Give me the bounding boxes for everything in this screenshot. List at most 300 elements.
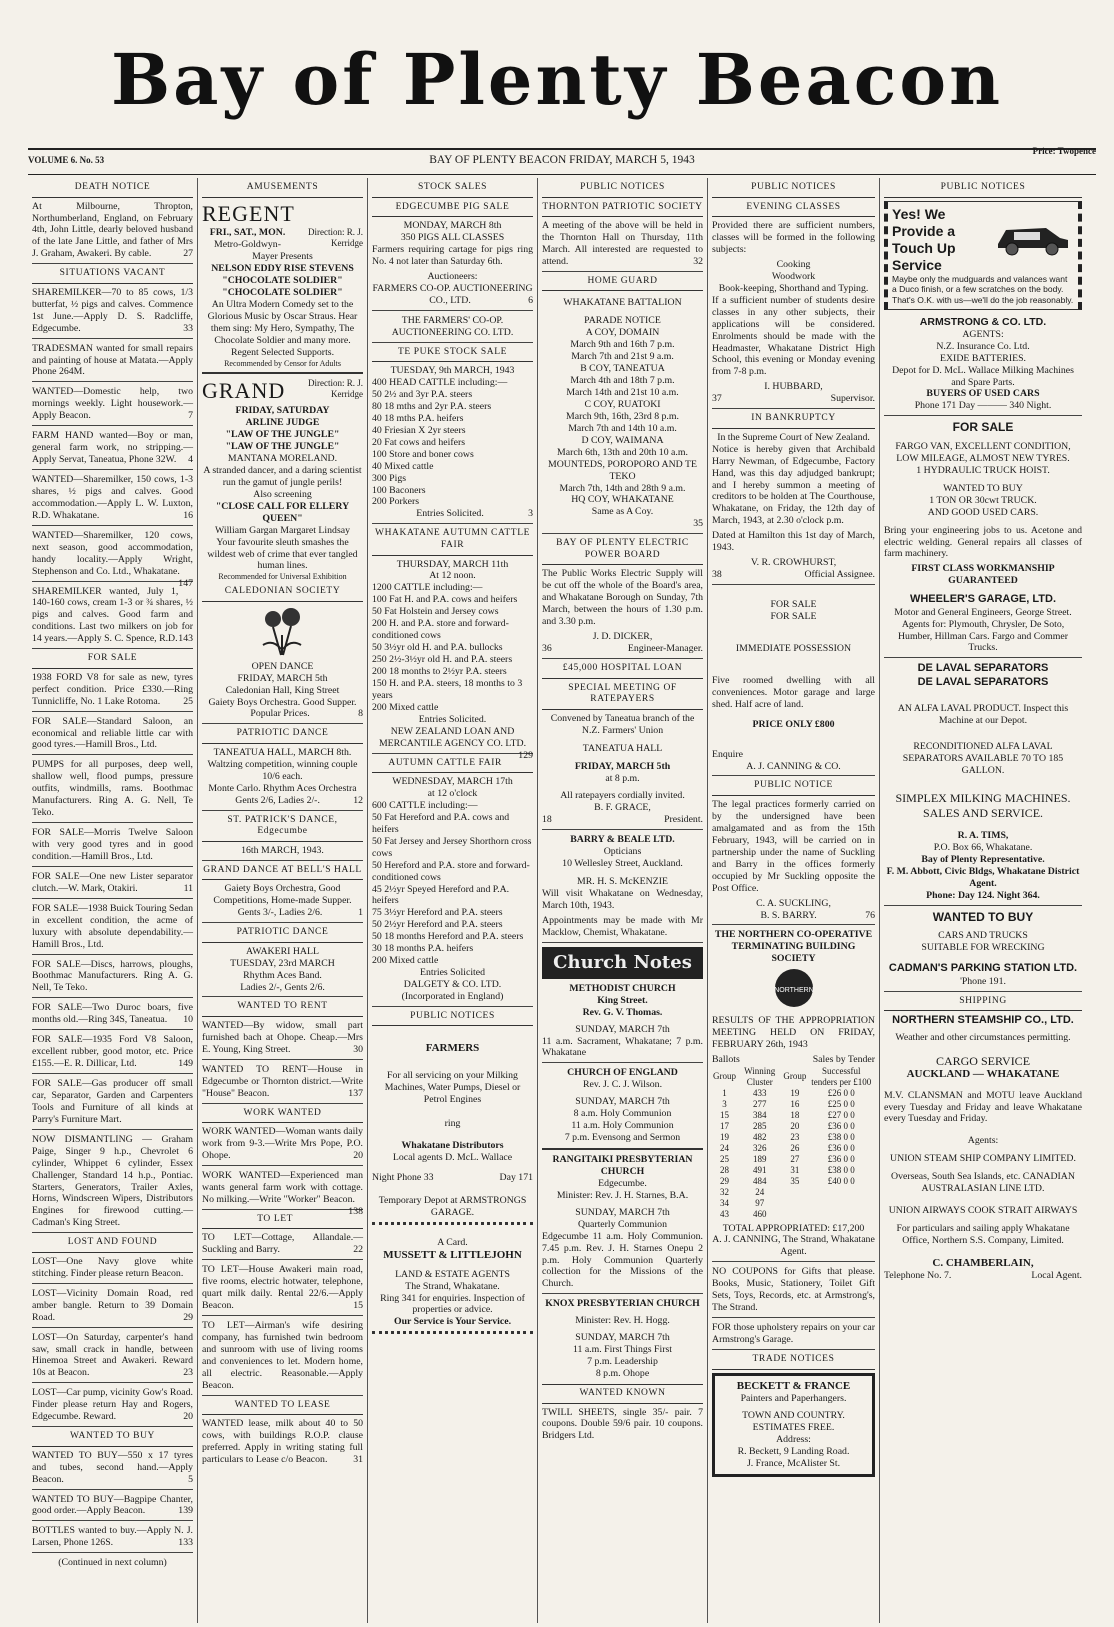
- regent-rating: Recommended by Censor for Adults: [224, 358, 341, 368]
- column-3: [368, 178, 538, 1623]
- stock-line: 200 H. and P.A. store and forward-conditioned cows: [372, 618, 509, 642]
- amusements-heading: AMUSEMENTS: [202, 182, 363, 198]
- awakeri-band: Rhythm Aces Band.: [243, 969, 322, 981]
- ad-number: 12: [353, 794, 363, 806]
- day-phone: Day 171: [499, 1171, 533, 1183]
- power-board-sig: J. D. DICKER,: [592, 631, 653, 643]
- stock-line: 40 Friesian X 2yr steers: [372, 424, 466, 436]
- ad-text: Entries Solicited.: [416, 508, 484, 520]
- parade-line: March 7th and 14th 10 a.m.: [568, 422, 677, 434]
- parade-line: March 6th, 13th and 20th 10 a.m.: [557, 446, 688, 458]
- stock-line: 600 CATTLE including:—: [372, 799, 478, 811]
- rangitaiki-date: SUNDAY, MARCH 7th: [575, 1206, 670, 1218]
- grand-description: A stranded dancer, and a daring scientist run the gamut of jungle perils!: [203, 464, 362, 488]
- table-cell: 97: [755, 1197, 765, 1208]
- dalgety-inc: (Incorporated in England): [372, 991, 533, 1007]
- thornton-notice: [542, 220, 703, 272]
- ad-number: 31: [353, 1454, 363, 1466]
- te-puke-list: [372, 377, 533, 508]
- ad-number: 129: [518, 749, 533, 761]
- cargo-route: AUCKLAND — WHAKATANE: [906, 1068, 1060, 1081]
- continued-note: (Continued in next column): [58, 1557, 167, 1569]
- auctioneer-name: [372, 283, 533, 311]
- card-label: A Card.: [437, 1237, 468, 1249]
- table-cell: [807, 1209, 875, 1220]
- armstrong-phone: Phone 171 Day ——— 340 Night.: [884, 400, 1082, 416]
- stock-line: 50 Hereford and P.A. store and forward-conditioned cows: [372, 859, 530, 883]
- wanted-line: CARS AND TRUCKS: [938, 930, 1028, 942]
- ballot-labels: [712, 1054, 875, 1066]
- st-patricks-date: 16th MARCH, 1943.: [202, 845, 363, 861]
- tims-rep: Bay of Plenty Representative.: [921, 854, 1045, 866]
- classified-ad: FOR SALE—1938 Buick Touring Sedan in excellent condition, the acme of luxury with absolute dependability.—Hamill Bros., Ltd.: [32, 903, 193, 955]
- table-row: [712, 1121, 875, 1132]
- power-board-role: [542, 643, 703, 659]
- table-cell: 24: [720, 1142, 729, 1153]
- methodist-date: SUNDAY, MARCH 7th: [575, 1023, 670, 1035]
- cargo-service: CARGO SERVICE: [935, 1053, 1031, 1068]
- table-cell: 1: [722, 1087, 727, 1098]
- wanted-to-rent-heading: WANTED TO RENT: [202, 1001, 363, 1017]
- table-cell: £38 0 0: [827, 1164, 855, 1175]
- table-cell: 484: [752, 1175, 767, 1186]
- autumn-end: Entries Solicited.: [418, 713, 487, 725]
- rangitaiki-heading: RANGITAIKI PRESBYTERIAN CHURCH: [552, 1154, 693, 1177]
- table-cell: £25 0 0: [827, 1098, 855, 1109]
- ad-number: 20: [353, 1150, 363, 1162]
- chamberlain: C. CHAMBERLAIN,: [932, 1256, 1034, 1269]
- classified-ad: [32, 287, 193, 339]
- table-cell: [782, 1198, 807, 1209]
- power-board-heading: BAY OF PLENTY ELECTRIC POWER BOARD: [542, 538, 703, 565]
- hospital-loan-heading: £45,000 HOSPITAL LOAN: [542, 663, 703, 679]
- bankruptcy-heading: IN BANKRUPTCY: [712, 413, 875, 429]
- table-cell: 19: [790, 1087, 800, 1098]
- trade-notices-heading: TRADE NOTICES: [712, 1354, 875, 1370]
- nz-loan: [372, 725, 533, 761]
- table-cell: £36 0 0: [827, 1142, 855, 1153]
- ballot-column-header: Group: [783, 1071, 807, 1082]
- ratepayers-sig: B. F. GRACE,: [594, 802, 651, 814]
- ad-number: 32: [693, 255, 703, 267]
- tims-box: P.O. Box 66, Whakatane.: [933, 842, 1033, 854]
- public-notice-sig-2: [712, 910, 875, 926]
- dalgety: DALGETY & CO. LTD.: [403, 979, 502, 991]
- simplex: SIMPLEX MILKING MACHINES.: [895, 790, 1071, 805]
- table-row: [712, 1187, 875, 1198]
- pig-sale-date: MONDAY, MARCH 8th: [403, 220, 502, 232]
- public-notice-heading: PUBLIC NOTICE: [712, 780, 875, 796]
- stock-line: 1200 CATTLE including:—: [372, 582, 483, 594]
- engineering-guarantee: FIRST CLASS WORKMANSHIP GUARANTEED: [911, 563, 1055, 587]
- classified-ad: TO LET—Airman's wife desiring company, has furnished twin bedroom and sunroom with use of living rooms and conveniences to let. Modern home, all electric. Reasonable.—Apply Beacon.: [202, 1320, 363, 1396]
- regent-days: FRI., SAT., MON.: [209, 227, 286, 239]
- awakeri-price: Ladies 2/-, Gents 2/6.: [202, 982, 363, 998]
- methodist-rev: Rev. G. V. Thomas.: [582, 1006, 663, 1018]
- autumn-list: [372, 582, 533, 713]
- ad-text: TO LET—Cottage, Allandale.—Suckling and Barry.: [202, 1232, 363, 1256]
- ad-number: 139: [178, 1505, 193, 1517]
- stock-line: 150 H. and P.A. steers, 18 months to 3 years: [372, 677, 523, 701]
- ad-text: Engineer-Manager.: [627, 643, 703, 655]
- ad-text: Gents 2/6, Ladies 2/-.: [235, 794, 320, 806]
- ad-text: WANTED—Sharemilker, 150 cows, 1-3 shares, ½ pigs and calves. Good accommodation.—Apply L. W. Luxton, R.D. Whakatane.: [32, 474, 193, 521]
- ad-number: 143: [178, 633, 193, 645]
- classified-ad: [202, 1170, 363, 1217]
- stock-line: 45 2½yr Speyed Hereford and P.A. heifers: [372, 883, 510, 907]
- table-cell: 27: [790, 1153, 800, 1164]
- weather-note: Weather and other circumstances permitting.: [895, 1031, 1071, 1043]
- table-cell: 277: [752, 1098, 767, 1109]
- evening-role: [712, 393, 875, 409]
- table-cell: £38 0 0: [827, 1131, 855, 1142]
- stock-line: 50 Fat Holstein and Jersey cows: [372, 606, 499, 618]
- bankruptcy-court: In the Supreme Court of New Zealand.: [717, 431, 870, 443]
- table-row: [712, 1198, 875, 1209]
- northern-logo-icon: [712, 968, 875, 1012]
- stock-line: 50 Fat Jersey and Jersey Shorthorn cross cows: [372, 835, 532, 859]
- ad-number: 1: [358, 907, 363, 919]
- table-cell: £40 0 0: [827, 1175, 855, 1186]
- grand-also: Also screening: [253, 488, 312, 500]
- reconditioned: RECONDITIONED ALFA LAVAL SEPARATORS AVAILABLE 70 TO 185 GALLON.: [902, 741, 1064, 776]
- ad-text: TO LET—House Awakeri main road, five rooms, electric hotwater, telephone, quart milk daily. Rental 22/6.—Apply Beacon.: [202, 1264, 363, 1312]
- ad-number: 15: [353, 1300, 363, 1312]
- stock-line: 400 HEAD CATTLE including:—: [372, 377, 508, 389]
- table-row: [712, 1209, 875, 1220]
- stock-line: 50 Fat Hereford and P.A. cows and heifers: [372, 811, 510, 835]
- methodist-address: King Street.: [597, 994, 648, 1006]
- public-notices-heading: PUBLIC NOTICES: [542, 182, 703, 198]
- distributors-agents: Local agents D. McL. Wallace: [392, 1151, 513, 1163]
- ballot-table: [712, 1066, 875, 1220]
- table-cell: [807, 1187, 875, 1198]
- grand-title: GRAND: [202, 378, 286, 404]
- te-puke-heading: TE PUKE STOCK SALE: [372, 347, 533, 363]
- regent-supports: Regent Selected Supports.: [230, 346, 335, 358]
- coe-list: [542, 1108, 703, 1144]
- grand-film-2: "CLOSE CALL FOR ELLERY QUEEN": [215, 500, 350, 524]
- overseas: Overseas, South Sea Islands, etc. CANADIAN AUSTRALASIAN LINE LTD.: [891, 1171, 1075, 1195]
- ad-text: WORK WANTED—Woman wants daily work from 9-3.—Write Mrs Pope, P.O. Ohope.: [202, 1126, 363, 1162]
- table-cell: £36 0 0: [827, 1120, 855, 1131]
- beckett-heading: BECKETT & FRANCE: [736, 1379, 851, 1392]
- bankruptcy-sig: V. R. CROWHURST,: [750, 557, 837, 569]
- battalion: WHAKATANE BATTALION: [563, 297, 682, 309]
- wanted-to-buy-heading-2: WANTED TO BUY: [932, 909, 1034, 924]
- wanted-to-buy-heading: WANTED TO BUY: [32, 1431, 193, 1447]
- bankruptcy-role: [712, 569, 875, 585]
- patriotic-dance-heading: PATRIOTIC DANCE: [202, 728, 363, 744]
- table-cell: 34: [720, 1197, 729, 1208]
- stock-line: 40 18 mths P.A. heifers: [372, 412, 464, 424]
- abbott-phone: Phone: Day 124. Night 364.: [884, 890, 1082, 906]
- stock-line: 80 18 mths and 2yr P.A. steers: [372, 400, 492, 412]
- wanted-line: AND GOOD USED CARS.: [927, 506, 1039, 518]
- ad-number: 8: [358, 708, 363, 720]
- touch-up-ad: [884, 201, 1082, 310]
- table-cell: 29: [720, 1175, 729, 1186]
- public-notice-sig-1: C. A. SUCKLING,: [756, 897, 831, 909]
- armstrong-heading: ARMSTRONG & CO. LTD.: [919, 315, 1047, 328]
- for-sale-price: PRICE ONLY £800: [752, 718, 835, 730]
- patriotic-band: Monte Carlo. Rhythm Aces Orchestra: [208, 782, 357, 794]
- stock-line: 50 18 months Hereford and P.A. steers: [372, 931, 524, 943]
- table-cell: [807, 1198, 875, 1209]
- ad-text: LOST—On Saturday, carpenter's hand saw, small crack in handle, between Hinemoa Street and Awakeri. Reward 10s at Beacon.: [32, 1331, 193, 1379]
- barry-address: 10 Wellesley Street, Auckland.: [562, 858, 683, 870]
- ad-number: 18: [542, 814, 552, 826]
- grand-ad: [202, 378, 363, 582]
- ad-text: FARMERS CO-OP. AUCTIONEERING CO., LTD.: [372, 282, 533, 306]
- for-sale-heading: FOR SALE: [952, 420, 1014, 435]
- cadmans-phone: 'Phone 191.: [884, 976, 1082, 992]
- bankruptcy-dated: Dated at Hamilton this 1st day of March, 1943.: [712, 530, 875, 554]
- beckett-address-1: R. Beckett, 9 Landing Road.: [737, 1445, 850, 1457]
- autumn-fair-heading: WHAKATANE AUTUMN CATTLE FAIR: [372, 528, 533, 555]
- classified-ad: [32, 1494, 193, 1522]
- ballot-column-header: Winning Cluster: [744, 1065, 776, 1087]
- acf-date: WEDNESDAY, MARCH 17th: [392, 776, 513, 788]
- beckett-address-2: J. France, McAlister St.: [746, 1457, 841, 1469]
- ad-text: BOTTLES wanted to buy.—Apply N. J. Larsen, Phone 126S.: [32, 1525, 193, 1549]
- regent-direction: Direction: R. J. Kerridge: [308, 227, 363, 249]
- death-notice-text: At Milbourne, Thropton, Northumberland, England, on February 4th, John Little, dearly beloved husband of the late Jane Little, and father of Mrs J. Graham, Awakeri. By cable.: [32, 200, 193, 260]
- column-5: [708, 178, 880, 1623]
- table-cell: 24: [755, 1186, 765, 1197]
- column-4: [538, 178, 708, 1623]
- mckenzie-heading: MR. H. S. McKENZIE: [577, 876, 668, 888]
- parade-line: March 4th and 18th 7 p.m.: [570, 375, 675, 387]
- caledonian-heading: CALEDONIAN SOCIETY: [202, 586, 363, 602]
- grand-costar: MANTANA MORELAND.: [227, 453, 338, 465]
- mckenzie-text: Will visit Whakatane on Wednesday, March 10th, 1943.: [542, 888, 703, 911]
- coe-rev: Rev. J. C. J. Wilson.: [582, 1079, 663, 1091]
- ad-text: WANTED—Sharemilker, 120 cows, next season, good accommodation, handy locality.—Apply Wright, Stephenson and Co. Ltd., Whakatane.: [32, 529, 193, 577]
- parade-line: March 9th and 16th 7 p.m.: [570, 339, 675, 351]
- beckett-address-label: Address:: [776, 1433, 811, 1445]
- for-sale-text: Five roomed dwelling with all conveniences. Motor garage and large shed. Half acre of land.: [712, 674, 875, 710]
- regent-cast: NELSON EDDY RISE STEVENS: [211, 263, 354, 275]
- stock-sales-heading: STOCK SALES: [372, 182, 533, 198]
- info-bar: [28, 148, 1096, 175]
- ad-text: FOR SALE—Two Duroc boars, five months old.—Ring 34S, Taneatua.: [32, 1002, 193, 1026]
- wanted-to-buy-heading: WANTED TO BUY: [943, 482, 1023, 494]
- rangitaiki-text: Edgecumbe 11 a.m. Holy Communion. 7.45 p.m. Rev. J. H. Starnes Onepu 2 p.m. Holy Communion Quarterly collection for the Missions of the Church.: [542, 1231, 703, 1295]
- parade-line: HQ COY, WHAKATANE: [571, 494, 674, 506]
- classified-ad: LOST—One Navy glove white stitching. Finder please return Beacon.: [32, 1256, 193, 1284]
- wheelers-agents: Agents for: Plymouth, Chrysler, De Soto, Humber, Hillman Cars. Fargo and Commer Trucks.: [884, 619, 1082, 659]
- work-wanted-heading: WORK WANTED: [202, 1108, 363, 1124]
- ad-number: 29: [183, 1311, 193, 1323]
- ad-text: WANTED—By widow, small part furnished bach at Ohope. Cheap.—Mrs E. Young, King Street.: [202, 1020, 363, 1055]
- table-cell: 189: [752, 1153, 767, 1164]
- tims-name: R. A. TIMS,: [957, 830, 1009, 842]
- classified-ad: [202, 1232, 363, 1260]
- classified-ad: FOR SALE—Discs, harrows, ploughs, Boothmac Manufacturers. Ring A. G. Nell, Te Teko.: [32, 959, 193, 999]
- ad-number: 27: [183, 248, 193, 260]
- table-row: [712, 1143, 875, 1154]
- table-cell: [782, 1209, 807, 1220]
- classified-ad: [32, 1450, 193, 1490]
- stock-line: 200 Porkers: [372, 496, 420, 508]
- grand-star: ARLINE JUDGE: [245, 417, 320, 429]
- farmers-heading: FARMERS: [425, 1042, 480, 1055]
- classified-ad: FOR SALE—Morris Twelve Saloon with very good tyres and in good condition.—Hamill Bros., Ltd.: [32, 827, 193, 867]
- parade-line: Same as A Coy.: [591, 506, 654, 518]
- regent-description: An Ultra Modern Comedy set to the Glorious Music by Oscar Straus. Hear them sing: My Hero, Sympathy, The Chocolate Soldier and many more.: [207, 299, 358, 346]
- wanted-2-list: [884, 930, 1082, 954]
- ad-number: 133: [178, 1537, 193, 1549]
- ad-number: 22: [353, 1244, 363, 1256]
- regent-film: "CHOCOLATE SOLDIER": [222, 275, 343, 287]
- stock-line: 200 18 months to 2½yr P.A. steers: [372, 665, 507, 677]
- te-puke-end: [372, 508, 533, 524]
- evening-classes-text: Provided there are sufficient numbers, classes will be formed in the following subjects:: [712, 220, 875, 256]
- ad-number: 20: [183, 1411, 193, 1423]
- ad-text: FOR SALE—1935 Ford V8 Saloon, excellent rubber, good motor, etc. Price £155.—E. R. Dillicar, Ltd.: [32, 1034, 193, 1070]
- service-line: 7 p.m. Evensong and Sermon: [564, 1132, 681, 1144]
- classified-ad: [32, 386, 193, 426]
- grand-rating: Recommended for Universal Exhibition: [218, 572, 347, 582]
- ratepayers-role: [542, 814, 703, 830]
- armstrong-buyers: BUYERS OF USED CARS: [926, 388, 1040, 400]
- table-cell: 15: [720, 1109, 729, 1120]
- ad-text: SHAREMILKER—70 to 85 cows, 1/3 butterfat, ½ pigs and calves. Commence 1st June.—Apply D. S. Radcliffe, Edgecumbe.: [32, 286, 193, 334]
- northern-steamship: NORTHERN STEAMSHIP CO., LTD.: [892, 1014, 1074, 1027]
- abbott: F. M. Abbott, Civic Bldgs, Whakatane District Agent.: [886, 865, 1080, 889]
- column-1: [28, 178, 198, 1623]
- table-row: [712, 1088, 875, 1099]
- acf-end: Entries Solicited: [419, 967, 486, 979]
- service-line: 11 a.m. Holy Communion: [571, 1120, 674, 1132]
- regent-film-repeat: "CHOCOLATE SOLDIER": [222, 287, 343, 299]
- stock-line: 30 18 months P.A. heifers: [372, 943, 474, 955]
- building-society-heading: THE NORTHERN CO-OPERATIVE TERMINATING BUILDING SOCIETY: [714, 929, 873, 965]
- ad-text: 1938 FORD V8 for sale as new, tyres perfect condition. Price £330.—Ring Tunnicliffe, No. 1 Lake Rotoma.: [32, 671, 193, 707]
- classified-ad: TRADESMAN wanted for small repairs and painting of house at Matata.—Apply Phone 264M.: [32, 343, 193, 383]
- table-cell: 482: [752, 1131, 767, 1142]
- knox-list: [542, 1344, 703, 1380]
- table-cell: £27 0 0: [827, 1109, 855, 1120]
- engineering-text: Bring your engineering jobs to us. Acetone and electric welding. General repairs all classes of farm machinery.: [884, 524, 1082, 560]
- ad-text: WANTED TO BUY—Bagpipe Chanter, good order.—Apply Beacon.: [32, 1493, 193, 1517]
- ratepayers-heading: SPECIAL MEETING OF RATEPAYERS: [542, 683, 703, 710]
- mussett-address: The Strand, Whakatane.: [405, 1280, 500, 1292]
- northern-logo-text: NORTHERN: [773, 987, 814, 995]
- service-line: 7 p.m. Leadership: [587, 1356, 658, 1368]
- ad-text: WANTED TO BUY—550 x 17 tyres and tubes, second hand.—Apply Beacon.: [32, 1449, 193, 1485]
- table-cell: 19: [720, 1131, 729, 1142]
- awakeri-date: TUESDAY, 23rd MARCH: [230, 957, 335, 969]
- parade-end: [542, 518, 703, 534]
- de-laval-heading: DE LAVAL SEPARATORS: [917, 662, 1049, 675]
- regent-title: REGENT: [202, 200, 295, 226]
- classified-ad: [32, 1288, 193, 1328]
- service-line: 11 a.m. First Things First: [572, 1344, 673, 1356]
- stock-line: 50 2½ and 3yr P.A. steers: [372, 389, 473, 401]
- union-airways: UNION AIRWAYS COOK STRAIT AIRWAYS: [888, 1205, 1078, 1217]
- barry-sub: Opticians: [603, 846, 642, 858]
- classified-ad: [32, 1387, 193, 1427]
- knox-minister: Minister: Rev. H. Hogg.: [575, 1315, 670, 1327]
- beckett-estimates: ESTIMATES FREE.: [752, 1421, 835, 1433]
- upholstery-ad: FOR those upholstery repairs on your car Armstrong's Garage.: [712, 1322, 875, 1350]
- touch-up-text: Maybe only the mudguards and valances want a Duco finish, or a few scratches on the body. That's O.K. with us—we'll do the job reasonably.: [892, 273, 1074, 305]
- death-notice-heading: DEATH NOTICE: [32, 182, 193, 198]
- classified-ad: [32, 474, 193, 526]
- autumn-time: At 12 noon.: [429, 570, 476, 582]
- pig-sale-heading: EDGECUMBE PIG SALE: [372, 202, 533, 218]
- wheelers-sub: Motor and General Engineers, George Street.: [894, 606, 1072, 618]
- ad-number: 25: [183, 695, 193, 707]
- public-notices-heading: PUBLIC NOTICES: [372, 1011, 533, 1027]
- caledonian-date: FRIDAY, MARCH 5th: [237, 672, 328, 684]
- coupons-ad: NO COUPONS for Gifts that please. Books, Music, Stationery, Toilet Gift Sets, Toys, Records, etc. at Armstrong's, The Strand.: [712, 1266, 875, 1318]
- table-row: [712, 1165, 875, 1176]
- table-cell: 433: [752, 1087, 767, 1098]
- grand-film-repeat: "LAW OF THE JUNGLE": [225, 441, 340, 453]
- stock-line: 200 Mixed cattle: [372, 955, 439, 967]
- regent-presents: Metro-Goldwyn-Mayer Presents: [214, 239, 313, 263]
- classified-ad: [202, 1064, 363, 1104]
- stock-line: 50 2½yr Hereford and P.A. steers: [372, 919, 503, 931]
- ad-number: 7: [188, 410, 193, 422]
- cadmans-heading: CADMAN'S PARKING STATION LTD.: [888, 962, 1078, 975]
- ad-text: Supervisor.: [830, 393, 875, 405]
- grand-description-2: Your favourite sleuth smashes the wildest web of crime that ever tangled human lines.: [207, 536, 358, 572]
- situations-vacant-heading: SITUATIONS VACANT: [32, 268, 193, 284]
- classified-ad: [202, 1418, 363, 1466]
- ad-text: FOR SALE—One new Lister separator clutch.—W. Mark, Otakiri.: [32, 870, 193, 894]
- chamberlain-telephone: Telephone No. 7.: [884, 1270, 952, 1282]
- thistle-icon: [202, 605, 363, 661]
- acf-time: at 12 o'clock: [427, 788, 478, 800]
- table-cell: 17: [720, 1120, 729, 1131]
- parade-list: [542, 327, 703, 518]
- stock-line: 250 2½-3½yr old H. and P.A. steers: [372, 654, 513, 666]
- dateline: BAY OF PLENTY BEACON FRIDAY, MARCH 5, 1943: [429, 154, 695, 166]
- touch-up-heading: Yes! We Provide a Touch Up Service: [892, 205, 956, 273]
- classified-ad: [32, 529, 193, 589]
- evening-classes-heading: EVENING CLASSES: [712, 202, 875, 218]
- table-cell: 384: [752, 1109, 767, 1120]
- lost-found-heading: LOST AND FOUND: [32, 1237, 193, 1253]
- ad-text: WANTED TO RENT—House in Edgecumbe or Thornton district.—Write "House" Beacon.: [202, 1063, 363, 1099]
- public-notices-heading: PUBLIC NOTICES: [712, 182, 875, 198]
- classified-ad: [32, 871, 193, 899]
- parade-notice: PARADE NOTICE: [584, 315, 661, 327]
- wanted-known-heading: WANTED KNOWN: [542, 1384, 703, 1404]
- evening-subjects: [712, 259, 875, 295]
- rangitaiki-place: Edgecumbe.: [598, 1177, 647, 1189]
- ad-number: 4: [188, 454, 193, 466]
- ad-text: FARM HAND wanted—Boy or man, general farm work, no stripping.—Apply Servat, Taneatua, Phone 32W.: [32, 430, 193, 466]
- service-line: 8 a.m. Holy Communion: [573, 1108, 672, 1120]
- ad-number: 38: [712, 569, 722, 581]
- farmers-co-op: THE FARMERS' CO-OP. AUCTIONEERING CO. LTD.: [372, 315, 533, 343]
- mussett-desc: LAND & ESTATE AGENTS: [395, 1268, 510, 1280]
- ballot-column-header: Group: [713, 1071, 736, 1082]
- classified-ad: [32, 1332, 193, 1384]
- classified-ad: [32, 1525, 193, 1553]
- ad-text: B. S. BARRY.: [760, 909, 817, 921]
- wanted-known-text: TWILL SHEETS, single 35/- pair. 7 coupons. Double 59/6 pair. 10 coupons. Bridgers Ltd.: [542, 1406, 703, 1442]
- distributors-phones: [372, 1172, 533, 1184]
- classified-ad: FOR SALE—Standard Saloon, an economical and reliable little car with good tyres.—Hamill Bros., Ltd.: [32, 716, 193, 756]
- classified-ad: [202, 1126, 363, 1166]
- st-patricks-heading: ST. PATRICK'S DANCE, Edgecumbe: [202, 815, 363, 842]
